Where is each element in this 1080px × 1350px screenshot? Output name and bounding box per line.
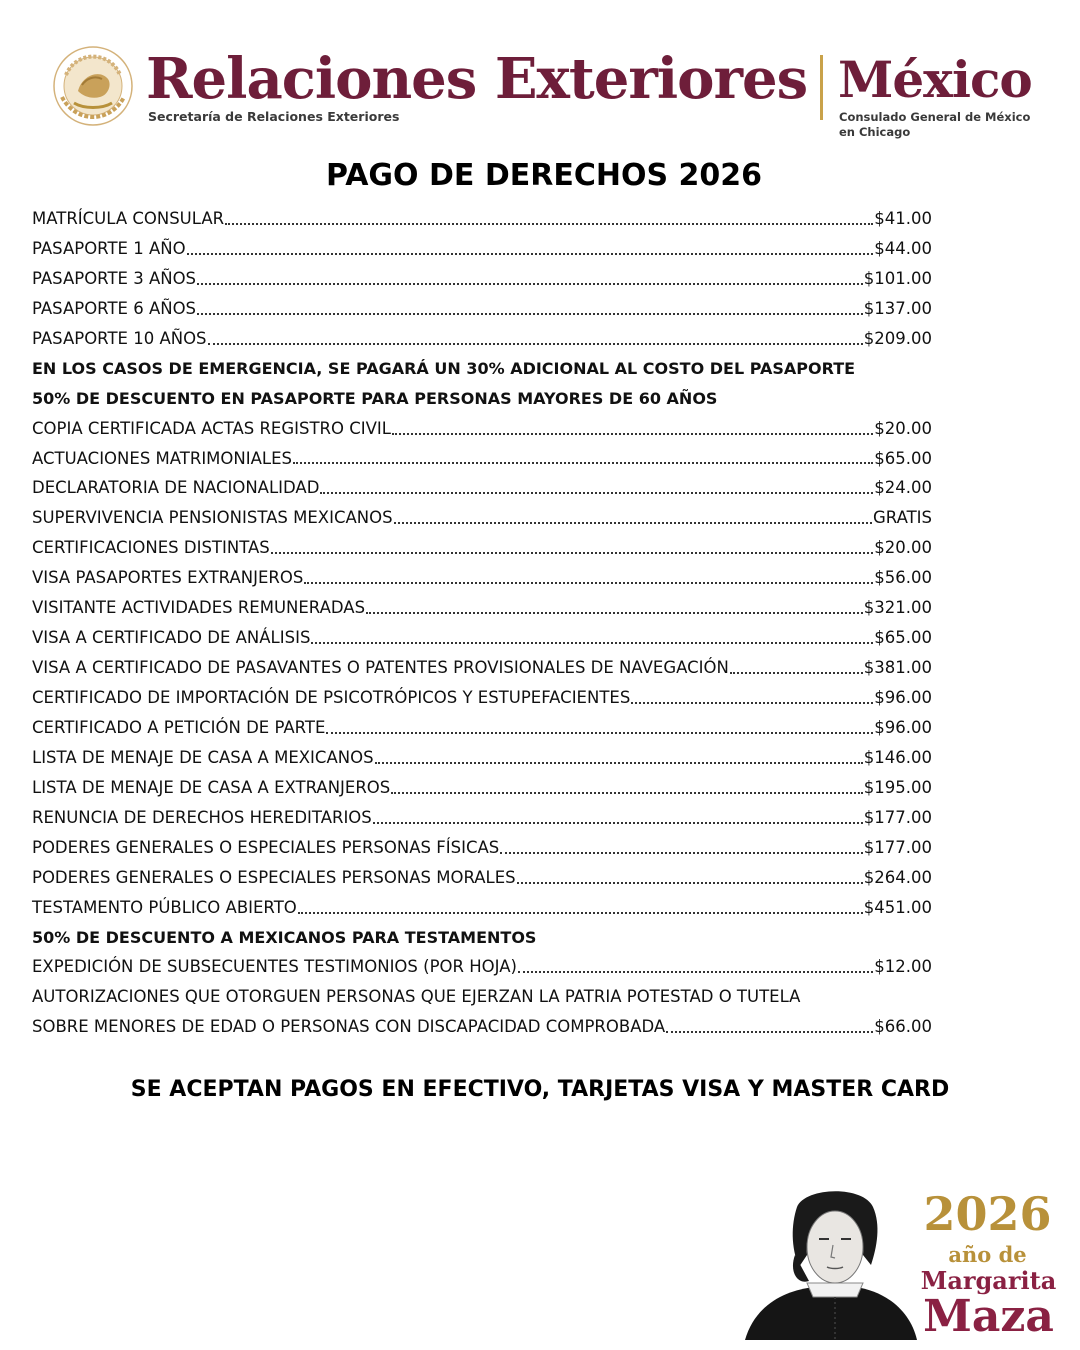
fee-label: MATRÍCULA CONSULAR — [32, 209, 225, 228]
fee-price: $101.00 — [863, 268, 932, 288]
fee-price: $177.00 — [863, 837, 932, 857]
fee-note-row — [32, 354, 932, 384]
fee-label: CERTIFICACIONES DISTINTAS — [32, 538, 270, 558]
fee-note-row — [32, 923, 932, 953]
fee-label: DECLARATORIA DE NACIONALIDAD — [32, 478, 320, 498]
fee-price: $20.00 — [874, 538, 932, 558]
fee-note-text: 50% DE DESCUENTO EN PASAPORTE PARA PERSONAS MAYORES DE 60 AÑOS — [32, 388, 718, 408]
fee-label: PASAPORTE 3 AÑOS — [32, 268, 197, 288]
fee-price: $65.00 — [874, 448, 932, 468]
fee-row — [32, 563, 932, 593]
fee-price: $20.00 — [874, 418, 932, 438]
fee-label: SOBRE MENORES DE EDAD O PERSONAS CON DISCAPACIDAD COMPROBADA — [32, 1017, 666, 1037]
fee-label: VISITANTE ACTIVIDADES REMUNERADAS — [32, 598, 366, 618]
fee-row — [32, 1012, 932, 1042]
fee-row — [32, 833, 932, 863]
dot-leader — [630, 683, 874, 713]
dot-leader — [186, 234, 875, 264]
fee-price: $66.00 — [874, 1017, 932, 1037]
fee-row — [32, 893, 932, 923]
consulate-line-2: en Chicago — [839, 125, 911, 139]
dot-leader — [303, 563, 874, 593]
fee-note-row — [32, 384, 932, 414]
fee-row — [32, 713, 932, 743]
payment-methods-note: SE ACEPTAN PAGOS EN EFECTIVO, TARJETAS VISA Y MASTER CARD — [130, 1077, 950, 1102]
fee-list — [32, 204, 932, 1042]
fee-price: $41.00 — [874, 209, 932, 228]
fee-row — [32, 952, 932, 982]
margarita-maza-portrait-icon — [745, 1185, 920, 1340]
dot-leader — [325, 713, 874, 743]
dot-leader — [196, 294, 864, 324]
logo-ano-de: año de — [948, 1242, 1027, 1267]
fee-label: PASAPORTE 1 AÑO — [32, 238, 186, 258]
fee-row — [32, 503, 932, 533]
fee-price: $24.00 — [874, 478, 932, 498]
dot-leader — [729, 653, 864, 683]
fee-label: VISA PASAPORTES EXTRANJEROS — [32, 568, 304, 588]
fee-note-text: 50% DE DESCUENTO A MEXICANOS PARA TESTAMENTOS — [32, 927, 537, 947]
fee-note-text: EN LOS CASOS DE EMERGENCIA, SE PAGARÁ UN 30% ADICIONAL AL COSTO DEL PASAPORTE — [32, 358, 856, 378]
fee-label: ACTUACIONES MATRIMONIALES — [32, 448, 292, 468]
fee-label: PASAPORTE 6 AÑOS — [32, 298, 197, 318]
dot-leader — [372, 803, 864, 833]
fee-row — [32, 473, 932, 503]
fee-label: LISTA DE MENAJE DE CASA A EXTRANJEROS — [32, 777, 391, 797]
logo-year: 2026 — [923, 1187, 1052, 1241]
fee-price: $96.00 — [874, 688, 932, 707]
fee-row — [32, 234, 932, 264]
dot-leader — [393, 503, 873, 533]
fee-label: CERTIFICADO DE IMPORTACIÓN DE PSICOTRÓPICOS Y ESTUPEFACIENTES — [32, 688, 631, 707]
fee-row — [32, 743, 932, 773]
fee-label: VISA A CERTIFICADO DE ANÁLISIS — [32, 628, 311, 648]
fee-price: $451.00 — [863, 897, 932, 917]
fee-row — [32, 803, 932, 833]
fee-row — [32, 444, 932, 474]
dot-leader — [365, 593, 864, 623]
fee-label: VISA A CERTIFICADO DE PASAVANTES O PATENTES PROVISIONALES DE NAVEGACIÓN — [32, 658, 729, 678]
dot-leader — [310, 623, 874, 653]
header — [0, 0, 1080, 150]
fee-label: PODERES GENERALES O ESPECIALES PERSONAS FÍSICAS — [32, 837, 500, 857]
fee-price: $381.00 — [863, 658, 932, 678]
fee-price: $56.00 — [874, 568, 932, 588]
fee-price: $321.00 — [863, 598, 932, 618]
dot-leader — [499, 833, 864, 863]
fee-label: EXPEDICIÓN DE SUBSECUENTES TESTIMONIOS (POR HOJA) — [32, 957, 517, 977]
consulate-name — [839, 110, 1030, 140]
logo-margarita: Margarita — [920, 1266, 1057, 1295]
fee-label: PODERES GENERALES O ESPECIALES PERSONAS MORALES — [32, 867, 516, 887]
dot-leader — [297, 893, 864, 923]
fee-label: PASAPORTE 10 AÑOS — [32, 328, 207, 348]
fee-row — [32, 414, 932, 444]
fee-row — [32, 533, 932, 563]
fee-label: RENUNCIA DE DERECHOS HEREDITARIOS — [32, 807, 372, 827]
fee-row — [32, 623, 932, 653]
fee-row — [32, 294, 932, 324]
coat-of-arms-seal-icon — [52, 45, 134, 127]
fee-price: GRATIS — [872, 508, 932, 528]
fee-price: $209.00 — [863, 328, 932, 348]
fee-price: $264.00 — [863, 867, 932, 887]
dot-leader — [516, 863, 864, 893]
dot-leader — [292, 444, 874, 474]
fee-row — [32, 593, 932, 623]
fee-row — [32, 773, 932, 803]
page-title: PAGO DE DERECHOS 2026 — [325, 158, 763, 193]
fee-price: $177.00 — [863, 807, 932, 827]
fee-price: $137.00 — [863, 298, 932, 318]
fee-label: COPIA CERTIFICADA ACTAS REGISTRO CIVIL — [32, 418, 391, 438]
fee-label: TESTAMENTO PÚBLICO ABIERTO — [32, 897, 297, 917]
fee-row — [32, 982, 932, 1012]
agency-title: Relaciones Exteriores — [146, 46, 808, 112]
fee-label: CERTIFICADO A PETICIÓN DE PARTE — [32, 717, 326, 737]
fee-price: $96.00 — [874, 717, 932, 737]
dot-leader — [224, 204, 874, 234]
dot-leader — [319, 473, 874, 503]
fee-label: AUTORIZACIONES QUE OTORGUEN PERSONAS QUE EJERZAN LA PATRIA POTESTAD O TUTELA — [32, 987, 801, 1007]
margarita-maza-year-logo — [740, 1180, 1070, 1340]
dot-leader — [517, 952, 874, 982]
dot-leader — [374, 743, 864, 773]
fee-row — [32, 653, 932, 683]
fee-row — [32, 683, 932, 713]
agency-subtitle: Secretaría de Relaciones Exteriores — [148, 109, 400, 124]
fee-row — [32, 264, 932, 294]
dot-leader — [270, 533, 874, 563]
fee-price: $44.00 — [874, 238, 932, 258]
logo-divider — [820, 55, 823, 120]
fee-row — [32, 324, 932, 354]
logo-maza: Maza — [923, 1291, 1054, 1342]
dot-leader — [196, 264, 864, 294]
fee-label: SUPERVIVENCIA PENSIONISTAS MEXICANOS — [32, 508, 393, 528]
consulate-line-1: Consulado General de México — [839, 110, 1031, 124]
dot-leader — [665, 1012, 874, 1042]
fee-price: $195.00 — [863, 777, 932, 797]
dot-leader — [390, 773, 864, 803]
dot-leader — [391, 414, 874, 444]
fee-label: LISTA DE MENAJE DE CASA A MEXICANOS — [32, 747, 374, 767]
country-title: México — [838, 50, 1032, 109]
fee-price: $146.00 — [863, 747, 932, 767]
dot-leader — [207, 324, 864, 354]
fee-row — [32, 204, 932, 234]
fee-row — [32, 863, 932, 893]
fee-price: $65.00 — [874, 628, 932, 648]
fee-price: $12.00 — [874, 957, 932, 977]
